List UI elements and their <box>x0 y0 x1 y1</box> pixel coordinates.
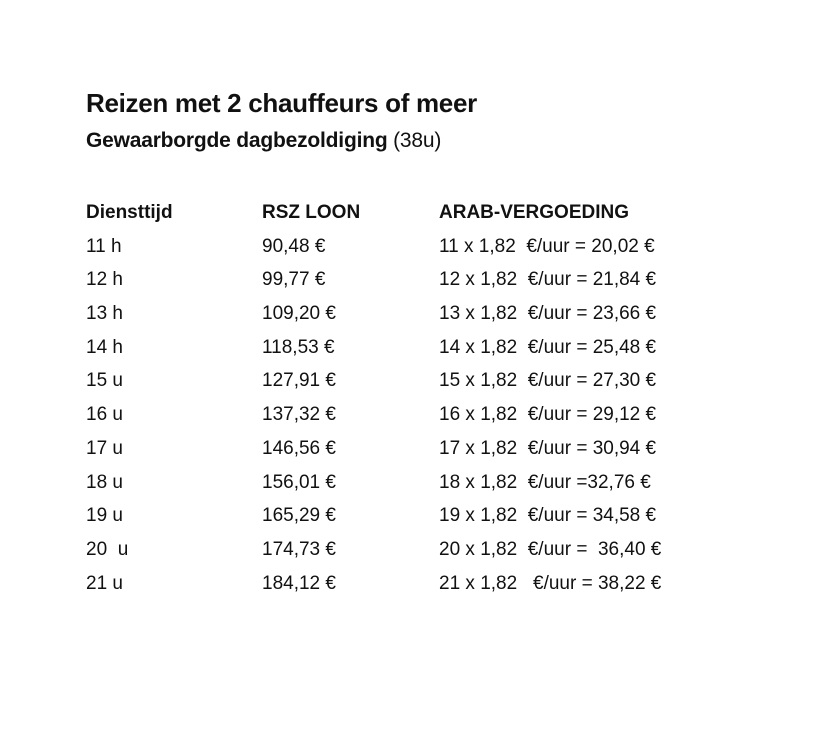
cell-diensttijd: 15 u <box>86 370 123 392</box>
cell-rsz-loon: 184,12 € <box>262 572 336 594</box>
cell-rsz-loon: 174,73 € <box>262 538 336 560</box>
cell-arab-vergoeding: 17 x 1,82 €/uur = 30,94 € <box>439 437 657 459</box>
cell-diensttijd: 20 u <box>86 538 129 560</box>
cell-arab-vergoeding: 12 x 1,82 €/uur = 21,84 € <box>439 269 657 291</box>
cell-rsz-loon: 109,20 € <box>262 303 336 325</box>
header-rsz-loon: RSZ LOON <box>262 202 361 223</box>
pay-table <box>86 196 786 600</box>
cell-rsz-loon: 156,01 € <box>262 471 336 493</box>
header-diensttijd: Diensttijd <box>86 202 173 223</box>
table-row <box>86 398 786 432</box>
cell-diensttijd: 11 h <box>86 235 122 257</box>
table-row <box>86 466 786 500</box>
cell-rsz-loon: 90,48 € <box>262 235 326 257</box>
subtitle-main: Gewaarborgde dagbezoldiging <box>86 129 388 152</box>
cell-arab-vergoeding: 21 x 1,82 €/uur = 38,22 € <box>439 572 662 594</box>
page-title: Reizen met 2 chauffeurs of meer <box>86 88 477 118</box>
cell-diensttijd: 14 h <box>86 336 123 358</box>
table-row <box>86 499 786 533</box>
table-row <box>86 263 786 297</box>
table-row <box>86 364 786 398</box>
cell-arab-vergoeding: 14 x 1,82 €/uur = 25,48 € <box>439 336 657 358</box>
cell-diensttijd: 19 u <box>86 505 123 527</box>
table-row <box>86 567 786 601</box>
cell-diensttijd: 17 u <box>86 437 123 459</box>
cell-arab-vergoeding: 19 x 1,82 €/uur = 34,58 € <box>439 505 657 527</box>
header-arab-vergoeding: ARAB-VERGOEDING <box>439 202 630 223</box>
cell-arab-vergoeding: 11 x 1,82 €/uur = 20,02 € <box>439 235 655 257</box>
cell-rsz-loon: 127,91 € <box>262 370 336 392</box>
cell-diensttijd: 12 h <box>86 269 123 291</box>
table-header-row <box>86 196 786 230</box>
cell-arab-vergoeding: 15 x 1,82 €/uur = 27,30 € <box>439 370 657 392</box>
cell-rsz-loon: 99,77 € <box>262 269 326 291</box>
cell-rsz-loon: 118,53 € <box>262 336 335 358</box>
cell-rsz-loon: 137,32 € <box>262 404 336 426</box>
table-row <box>86 432 786 466</box>
cell-rsz-loon: 165,29 € <box>262 505 336 527</box>
cell-arab-vergoeding: 16 x 1,82 €/uur = 29,12 € <box>439 404 657 426</box>
cell-arab-vergoeding: 13 x 1,82 €/uur = 23,66 € <box>439 303 657 325</box>
subtitle-hours: (38u) <box>387 129 442 152</box>
table-row <box>86 533 786 567</box>
table-row <box>86 230 786 264</box>
cell-diensttijd: 21 u <box>86 572 123 594</box>
document <box>86 86 786 594</box>
cell-arab-vergoeding: 18 x 1,82 €/uur =32,76 € <box>439 471 651 493</box>
cell-diensttijd: 16 u <box>86 404 123 426</box>
table-row <box>86 297 786 331</box>
cell-rsz-loon: 146,56 € <box>262 437 336 459</box>
cell-arab-vergoeding: 20 x 1,82 €/uur = 36,40 € <box>439 538 662 560</box>
table-row <box>86 331 786 365</box>
page-subtitle <box>86 126 786 156</box>
cell-diensttijd: 13 h <box>86 303 123 325</box>
cell-diensttijd: 18 u <box>86 471 123 493</box>
